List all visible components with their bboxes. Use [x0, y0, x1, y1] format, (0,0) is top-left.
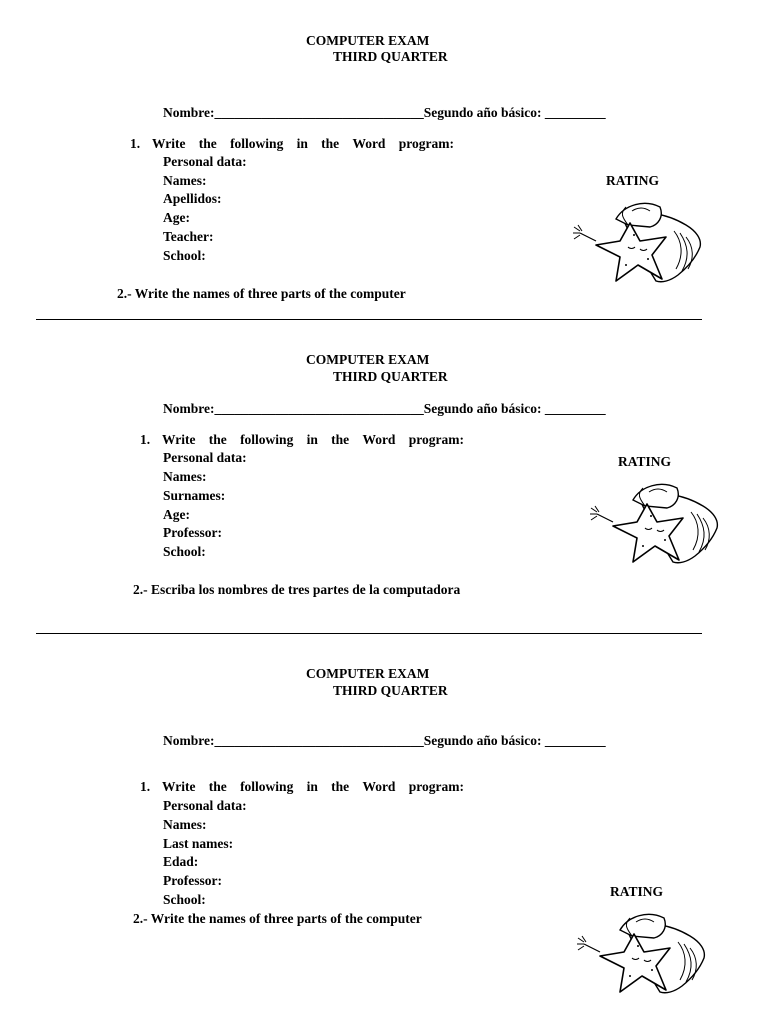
field-label: Professor:	[163, 873, 222, 888]
field-label: School:	[163, 892, 206, 907]
question-1-text	[152, 136, 454, 152]
exam-subtitle: THIRD QUARTER	[333, 49, 448, 64]
field-label: Edad:	[163, 854, 199, 869]
exam-subtitle: THIRD QUARTER	[333, 369, 448, 384]
field-label: Age:	[163, 507, 190, 522]
question-1-number: 1.	[130, 136, 141, 151]
q1-word: Write	[162, 432, 196, 447]
cut-line	[36, 633, 702, 634]
q1-word: Word	[362, 779, 396, 794]
question-1-number: 1.	[140, 432, 151, 447]
exam-title: COMPUTER EXAM	[306, 33, 430, 48]
q1-word: in	[296, 136, 308, 151]
star-with-pillow-icon	[574, 906, 710, 998]
field-label: Surnames:	[163, 488, 226, 503]
field-label: School:	[163, 248, 206, 263]
q1-word: following	[240, 779, 294, 794]
field-label: Personal data:	[163, 798, 247, 813]
question-1-number: 1.	[140, 779, 151, 794]
q1-word: following	[230, 136, 284, 151]
star-with-pillow-icon	[587, 476, 723, 568]
q1-word: program:	[398, 136, 454, 151]
q1-word: Word	[352, 136, 386, 151]
name-grade-line: Nombre:_______________________________Segundo año básico: _________	[163, 105, 606, 120]
q1-word: following	[240, 432, 294, 447]
rating-label: RATING	[610, 884, 664, 899]
q1-word: in	[306, 432, 318, 447]
question-1-text	[162, 432, 464, 448]
field-label: Professor:	[163, 525, 222, 540]
exam-subtitle: THIRD QUARTER	[333, 683, 448, 698]
q1-word: program:	[408, 779, 464, 794]
q1-word: the	[331, 432, 350, 447]
q1-word: in	[306, 779, 318, 794]
field-label: Names:	[163, 173, 207, 188]
field-label: Last names:	[163, 836, 234, 851]
exam-title: COMPUTER EXAM	[306, 666, 430, 681]
field-label: Personal data:	[163, 450, 247, 465]
name-grade-line: Nombre:_______________________________Segundo año básico: _________	[163, 401, 606, 416]
star-with-pillow-icon	[570, 195, 706, 287]
rating-label: RATING	[606, 173, 660, 188]
exam-title: COMPUTER EXAM	[306, 352, 430, 367]
question-2-text: 2.- Write the names of three parts of the computer	[117, 286, 406, 301]
field-label: Personal data:	[163, 154, 247, 169]
field-label: Apellidos:	[163, 191, 222, 206]
q1-word: Write	[162, 779, 196, 794]
cut-line	[36, 319, 702, 320]
name-grade-line: Nombre:_______________________________Segundo año básico: _________	[163, 733, 606, 748]
question-2-text: 2.- Escriba los nombres de tres partes de la computadora	[133, 582, 461, 597]
q1-word: the	[198, 136, 217, 151]
field-label: Teacher:	[163, 229, 214, 244]
q1-word: the	[208, 432, 227, 447]
q1-word: program:	[408, 432, 464, 447]
q1-word: Word	[362, 432, 396, 447]
field-label: Age:	[163, 210, 190, 225]
q1-word: the	[208, 779, 227, 794]
q1-word: the	[331, 779, 350, 794]
field-label: Names:	[163, 817, 207, 832]
field-label: School:	[163, 544, 206, 559]
q1-word: Write	[152, 136, 186, 151]
question-2-text: 2.- Write the names of three parts of the computer	[133, 911, 422, 926]
question-1-text	[162, 779, 464, 795]
q1-word: the	[321, 136, 340, 151]
rating-label: RATING	[618, 454, 672, 469]
field-label: Names:	[163, 469, 207, 484]
